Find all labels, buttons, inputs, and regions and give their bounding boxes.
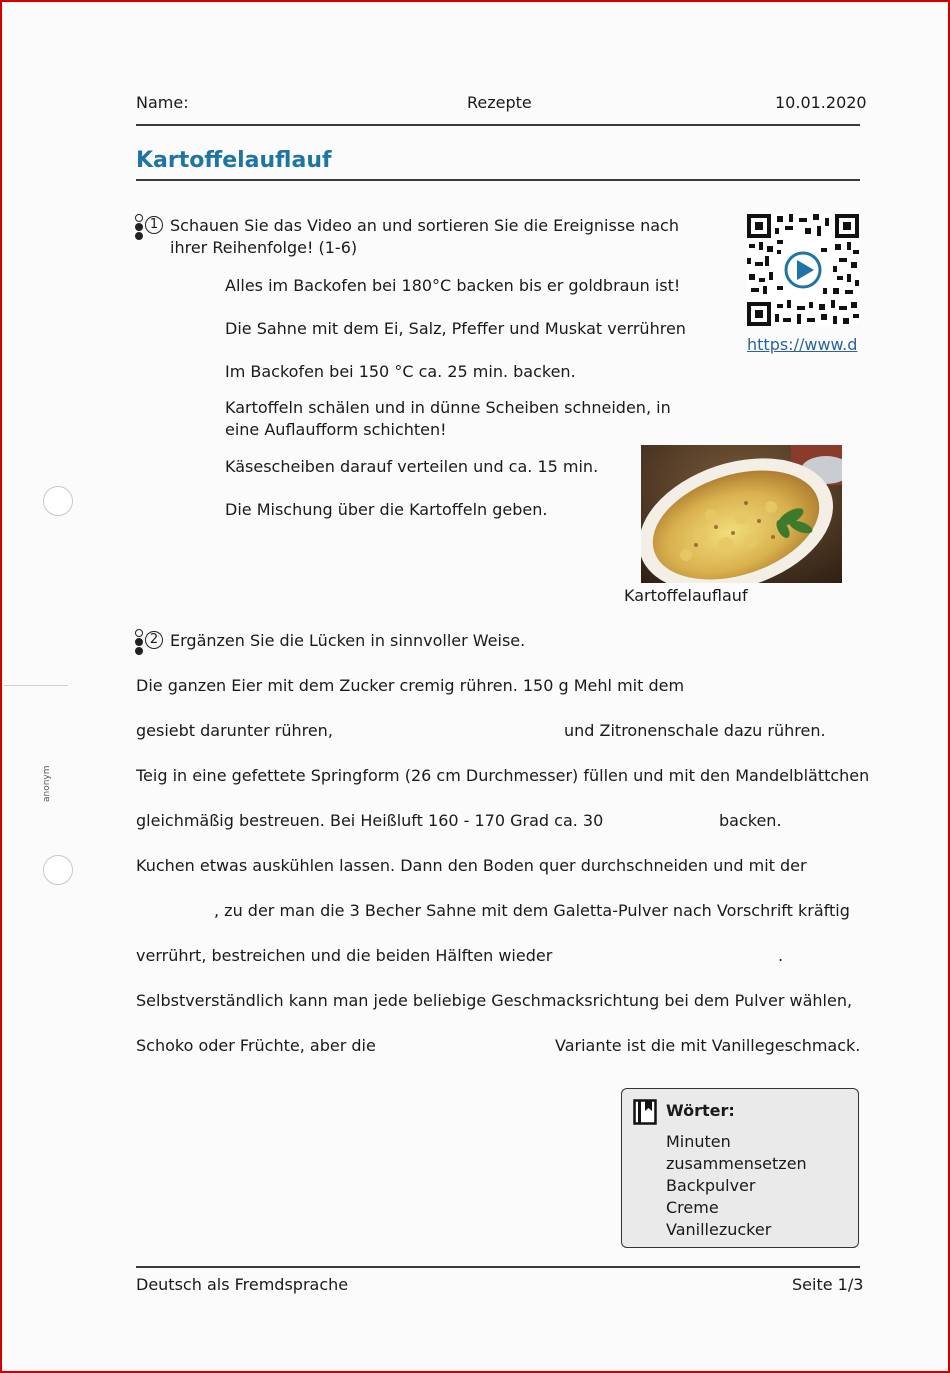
task-number-badge: 1: [145, 216, 163, 234]
header-category: Rezepte: [467, 93, 532, 112]
header-date: 10.01.2020: [775, 93, 867, 112]
qr-code[interactable]: [747, 214, 859, 326]
name-label: Name:: [136, 93, 189, 112]
list-item: Creme: [666, 1198, 719, 1217]
cloze-line: gleichmäßig bestreuen. Bei Heißluft 160 - 170 Grad ca. 30: [136, 811, 604, 830]
video-link[interactable]: https://www.d: [747, 335, 858, 354]
cloze-line: .: [778, 946, 784, 965]
list-item: Kartoffeln schälen und in dünne Scheiben schneiden, in: [225, 398, 671, 417]
task2-instruction: Ergänzen Sie die Lücken in sinnvoller Weise.: [170, 631, 526, 650]
cloze-line: Selbstverständlich kann man jede beliebige Geschmacksrichtung bei dem Pulver wählen,: [136, 991, 853, 1010]
title-rule: [136, 179, 860, 181]
casserole-photo: [641, 445, 842, 583]
list-item: Die Sahne mit dem Ei, Salz, Pfeffer und Muskat verrühren: [225, 319, 686, 338]
list-item: Minuten: [666, 1132, 731, 1151]
cloze-line: Kuchen etwas auskühlen lassen. Dann den Boden quer durchschneiden und mit der: [136, 856, 807, 875]
list-item: Im Backofen bei 150 °C ca. 25 min. backen.: [225, 362, 576, 381]
footer-rule: [136, 1266, 860, 1268]
list-item: Alles im Backofen bei 180°C backen bis er goldbraun ist!: [225, 276, 681, 295]
list-item: eine Auflaufform schichten!: [225, 420, 447, 439]
list-item: Käsescheiben darauf verteilen und ca. 15 min.: [225, 457, 599, 476]
cloze-line: Die ganzen Eier mit dem Zucker cremig rühren. 150 g Mehl mit dem: [136, 676, 685, 695]
cloze-line: und Zitronenschale dazu rühren.: [564, 721, 826, 740]
fold-mark: [4, 685, 68, 686]
cloze-line: , zu der man die 3 Becher Sahne mit dem Galetta-Pulver nach Vorschrift kräftig: [214, 901, 850, 920]
cloze-line: Teig in eine gefettete Springform (26 cm Durchmesser) füllen und mit den Mandelblättchen: [136, 766, 870, 785]
side-label: anonym: [42, 765, 52, 802]
list-item: Die Mischung über die Kartoffeln geben.: [225, 500, 548, 519]
cloze-line: Variante ist die mit Vanillegeschmack.: [555, 1036, 861, 1055]
punch-hole-bottom: [43, 855, 73, 885]
cloze-line: verrührt, bestreichen und die beiden Hälften wieder: [136, 946, 553, 965]
list-item: Backpulver: [666, 1176, 756, 1195]
word-box-title: Wörter:: [666, 1101, 735, 1120]
difficulty-icon: [135, 214, 143, 241]
page-title: Kartoffelauflauf: [136, 148, 332, 173]
worksheet-page: [2, 2, 948, 1371]
cloze-line: gesiebt darunter rühren,: [136, 721, 333, 740]
cloze-line: backen.: [719, 811, 782, 830]
header-rule: [136, 124, 860, 126]
book-icon: [633, 1099, 657, 1125]
page-number: Seite 1/3: [792, 1275, 864, 1294]
punch-hole-top: [43, 486, 73, 516]
word-box: [621, 1088, 859, 1248]
cloze-line: Schoko oder Früchte, aber die: [136, 1036, 376, 1055]
list-item: zusammensetzen: [666, 1154, 807, 1173]
task1-instruction-line2: ihrer Reihenfolge! (1-6): [170, 238, 358, 257]
footer-subject: Deutsch als Fremdsprache: [136, 1275, 349, 1294]
list-item: Vanillezucker: [666, 1220, 772, 1239]
task-number-badge: 2: [145, 631, 163, 649]
difficulty-icon: [135, 629, 143, 656]
word-list: [666, 1131, 807, 1241]
photo-caption: Kartoffelauflauf: [624, 586, 748, 605]
task1-instruction-line1: Schauen Sie das Video an und sortieren Sie die Ereignisse nach: [170, 216, 679, 235]
